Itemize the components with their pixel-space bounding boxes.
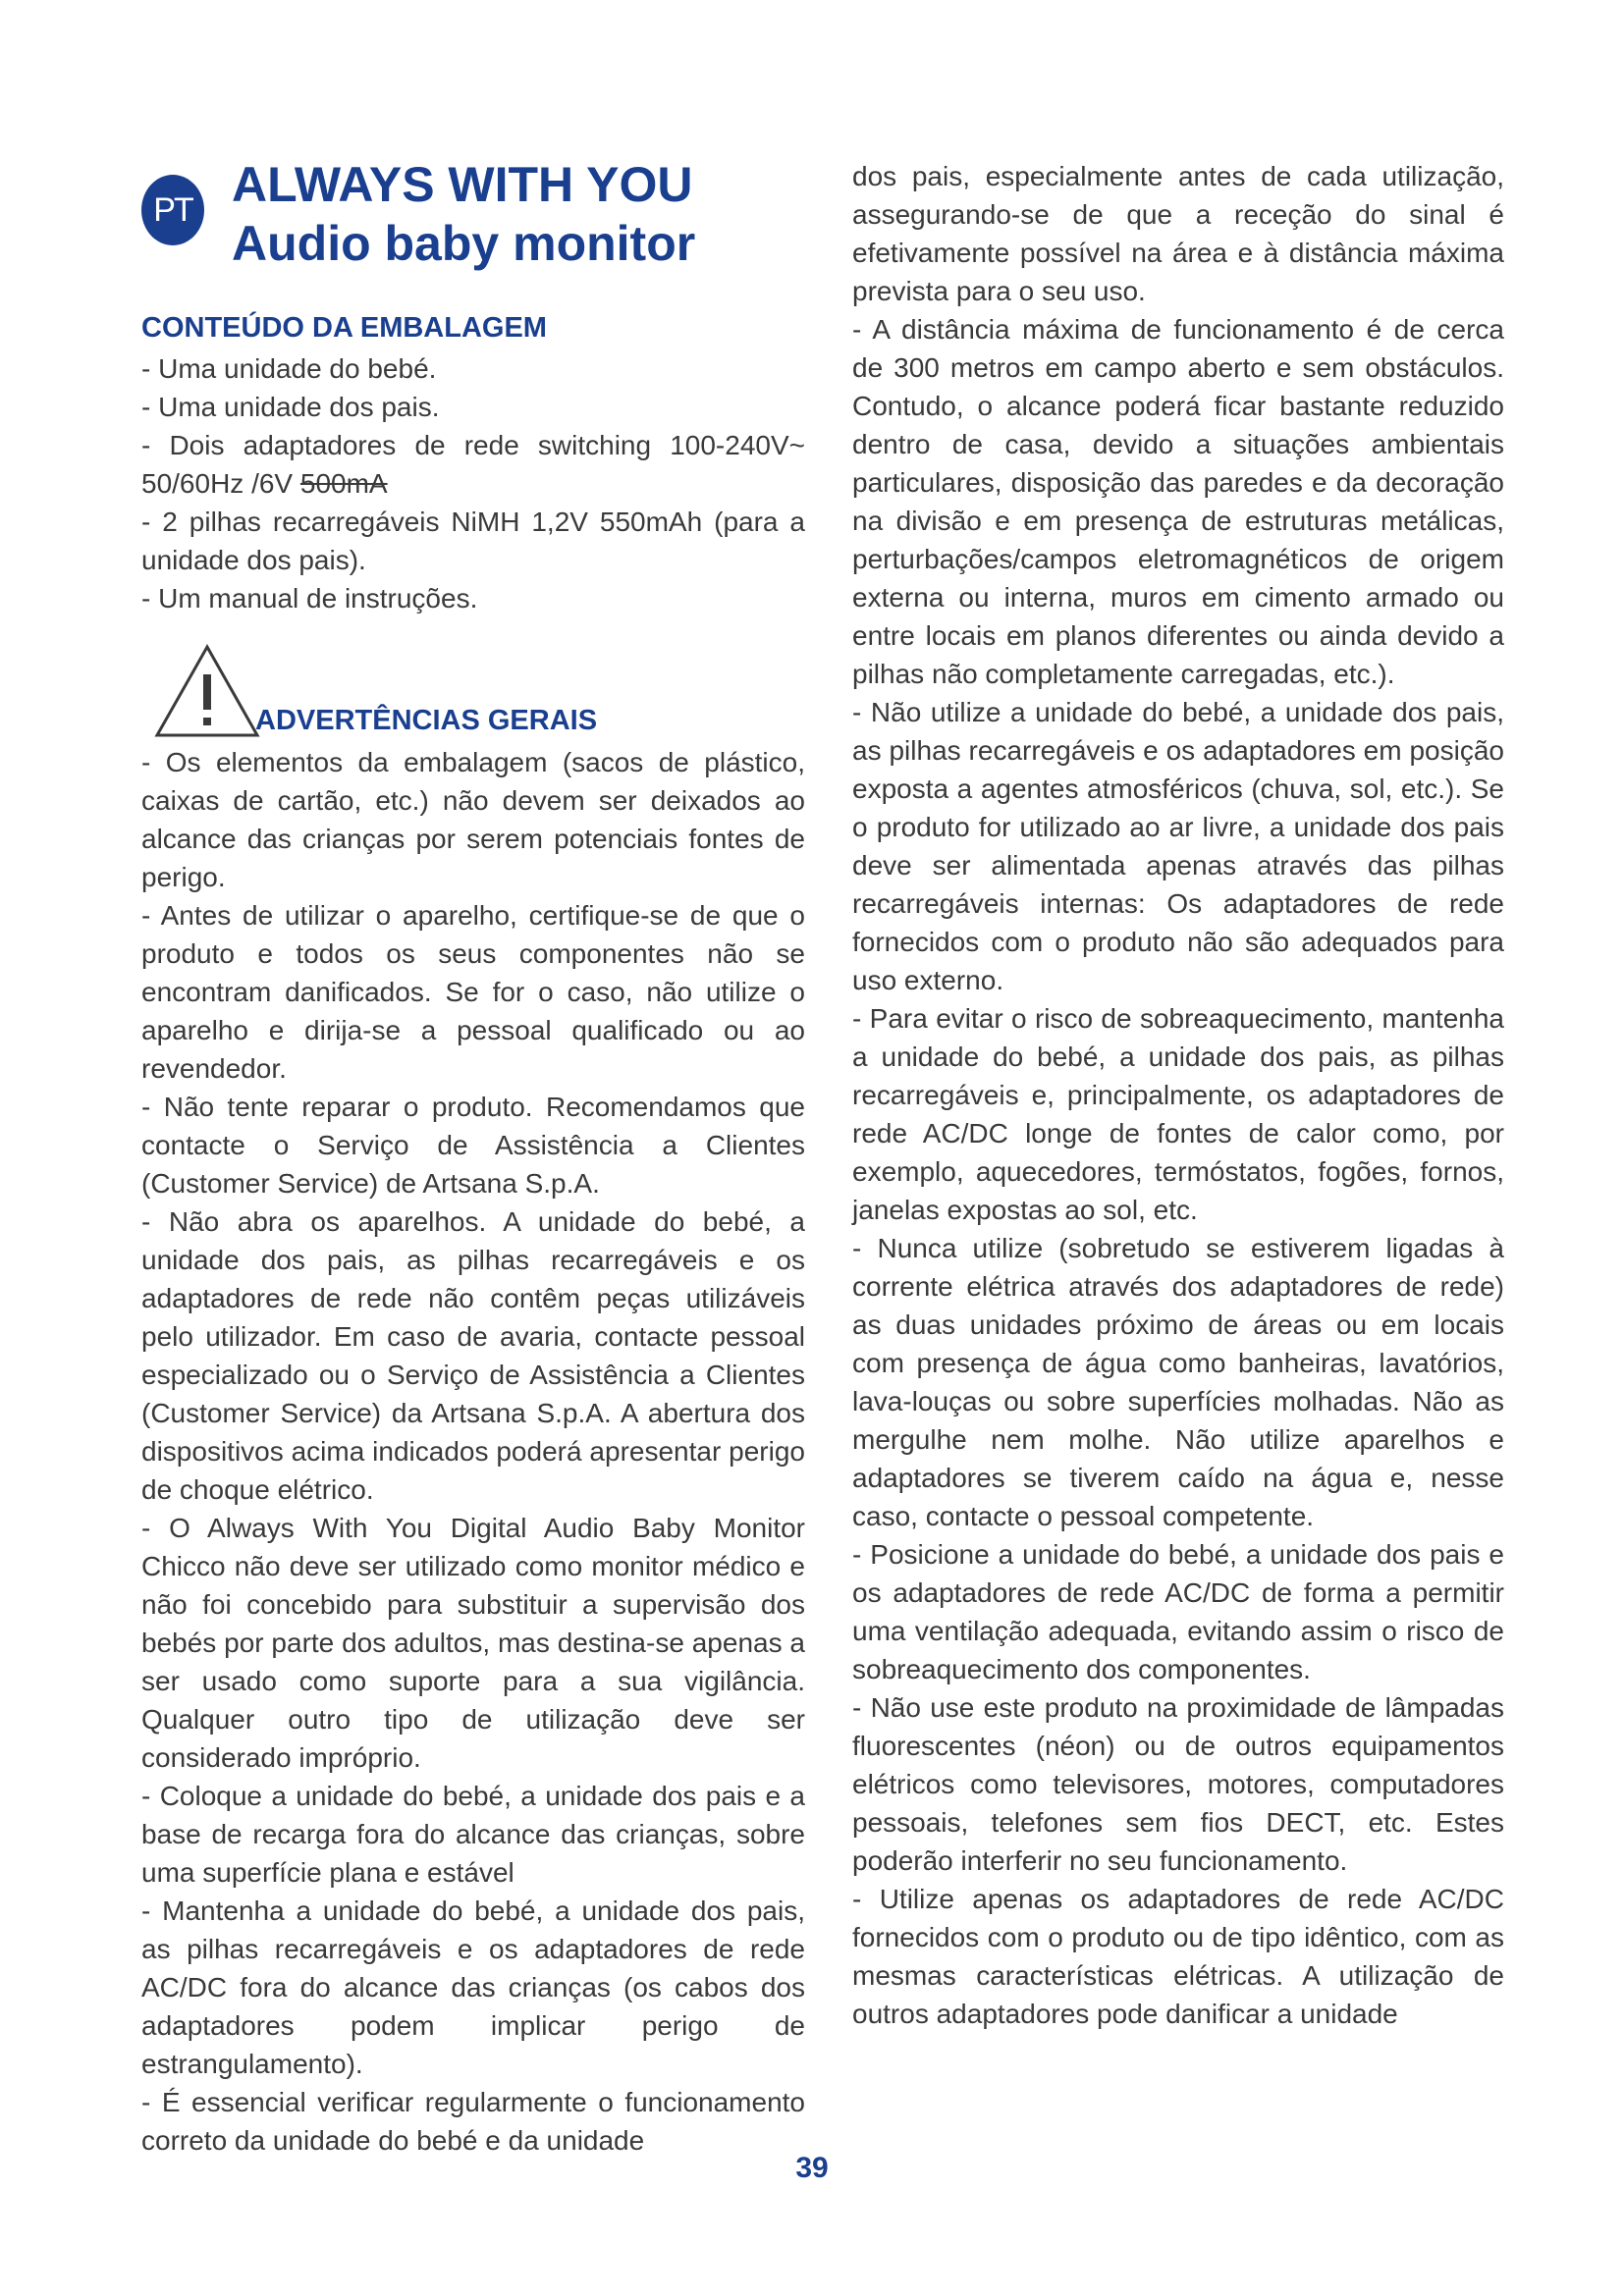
- warning-item: - Para evitar o risco de sobreaquecimento, mantenha a unidade do bebé, a unidade dos pais, as pilhas recarregáveis e, principalmente, os adaptadores de rede AC/DC longe de fontes de calor como, por exemplo, aquecedores, termóstatos, fogões, fornos, janelas expostas ao sol, etc.: [852, 1003, 1504, 1225]
- warning-item: - Não abra os aparelhos. A unidade do bebé, a unidade dos pais, as pilhas recarregáveis e os adaptadores de rede não contêm peças utilizáveis pelo utilizador. Em caso de avaria, contacte pessoal especializado ou o Serviço de Assistência a Clientes (Customer Service) da Artsana S.p.A. A abertura dos dispositivos acima indicados poderá apresentar perigo de choque elétrico.: [141, 1206, 805, 1505]
- warning-triangle-icon: [153, 641, 261, 739]
- warning-item: - Mantenha a unidade do bebé, a unidade dos pais, as pilhas recarregáveis e os adaptadores de rede AC/DC fora do alcance das crianças (os cabos dos adaptadores podem implicar perigo de estrangulamento).: [141, 1896, 805, 2079]
- left-column: [141, 309, 805, 2160]
- product-subtitle: Audio baby monitor: [232, 216, 696, 271]
- contents-item: [141, 426, 805, 503]
- warnings-header: [141, 641, 805, 743]
- warning-item: - Antes de utilizar o aparelho, certifique-se de que o produto e todos os seus componentes não se encontram danificados. Se for o caso, não utilize o aparelho e dirija-se a pessoal qualificado ou ao revendedor.: [141, 900, 805, 1084]
- page-number: 39: [795, 2152, 829, 2184]
- warning-item: - Não tente reparar o produto. Recomendamos que contacte o Serviço de Assistência a Clientes (Customer Service) de Artsana S.p.A.: [141, 1092, 805, 1199]
- warning-item: - O Always With You Digital Audio Baby Monitor Chicco não deve ser utilizado como monitor médico e não foi concebido para substituir a supervisão dos bebés por parte dos adultos, mas destina-se apenas a ser usado como suporte para a sua vigilância. Qualquer outro tipo de utilização deve ser considerado impróprio.: [141, 1513, 805, 1773]
- warning-item: - Posicione a unidade do bebé, a unidade dos pais e os adaptadores de rede AC/DC de forma a permitir uma ventilação adequada, evitando assim o risco de sobreaquecimento dos componentes.: [852, 1539, 1504, 1684]
- contents-item: - Um manual de instruções.: [141, 583, 478, 614]
- warning-item: - Não use este produto na proximidade de lâmpadas fluorescentes (néon) ou de outros equipamentos elétricos como televisores, motores, computadores pessoais, telefones sem fios DECT, etc. Estes poderão interferir no seu funcionamento.: [852, 1692, 1504, 1876]
- contents-heading: CONTEÚDO DA EMBALAGEM: [141, 312, 547, 344]
- warning-item: - Nunca utilize (sobretudo se estiverem ligadas à corrente elétrica através dos adaptadores de rede) as duas unidades próximo de áreas ou em locais com presença de água como banheiras, lavatórios, lava-louças ou sobre superfícies molhadas. Não as mergulhe nem molhe. Não utilize aparelhos e adaptadores se tiverem caído na água e, nesse caso, contacte o pessoal competente.: [852, 1233, 1504, 1531]
- warning-item: - É essencial verificar regularmente o funcionamento correto da unidade do bebé e da unidade: [141, 2087, 805, 2156]
- product-title: ALWAYS WITH YOU: [232, 157, 693, 212]
- struck-text: 500mA: [299, 468, 388, 499]
- warning-item: - Não utilize a unidade do bebé, a unidade dos pais, as pilhas recarregáveis e os adaptadores em posição exposta a agentes atmosféricos (chuva, sol, etc.). Se o produto for utilizado ao ar livre, a unidade dos pais deve ser alimentada apenas através das pilhas recarregáveis internas: Os adaptadores de rede fornecidos com o produto não são adequados para uso externo.: [852, 697, 1504, 995]
- warning-item: - Utilize apenas os adaptadores de rede AC/DC fornecidos com o produto ou de tipo idêntico, com as mesmas características elétricas. A utilização de outros adaptadores pode danificar a unidade: [852, 1884, 1504, 2029]
- contents-item: - 2 pilhas recarregáveis NiMH 1,2V 550mAh (para a unidade dos pais).: [141, 507, 805, 575]
- language-badge: PT: [141, 175, 204, 245]
- title-block: [141, 157, 731, 275]
- warning-item: dos pais, especialmente antes de cada utilização, assegurando-se de que a receção do sinal é efetivamente possível na área e à distância máxima prevista para o seu uso.: [852, 161, 1504, 306]
- contents-item: - Uma unidade do bebé.: [141, 353, 437, 384]
- contents-item-text: - Dois adaptadores de rede switching 100-240V~ 50/60Hz /6V: [141, 430, 805, 499]
- right-column: [852, 157, 1504, 2033]
- warning-item: - Os elementos da embalagem (sacos de plástico, caixas de cartão, etc.) não devem ser deixados ao alcance das crianças por serem potenciais fontes de perigo.: [141, 747, 805, 892]
- warning-item: - A distância máxima de funcionamento é de cerca de 300 metros em campo aberto e sem obstáculos. Contudo, o alcance poderá ficar bastante reduzido dentro de casa, devido a situações ambientais particulares, disposição das paredes e da decoração na divisão e em presença de estruturas metálicas, perturbações/campos eletromagnéticos de origem externa ou interna, muros em cimento armado ou entre locais em planos diferentes ou ainda devido a pilhas não completamente carregadas, etc.).: [852, 314, 1504, 689]
- warnings-heading: ADVERTÊNCIAS GERAIS: [255, 705, 598, 736]
- warning-item: - Coloque a unidade do bebé, a unidade dos pais e a base de recarga fora do alcance das crianças, sobre uma superfície plana e estável: [141, 1781, 805, 1888]
- contents-item: - Uma unidade dos pais.: [141, 392, 440, 422]
